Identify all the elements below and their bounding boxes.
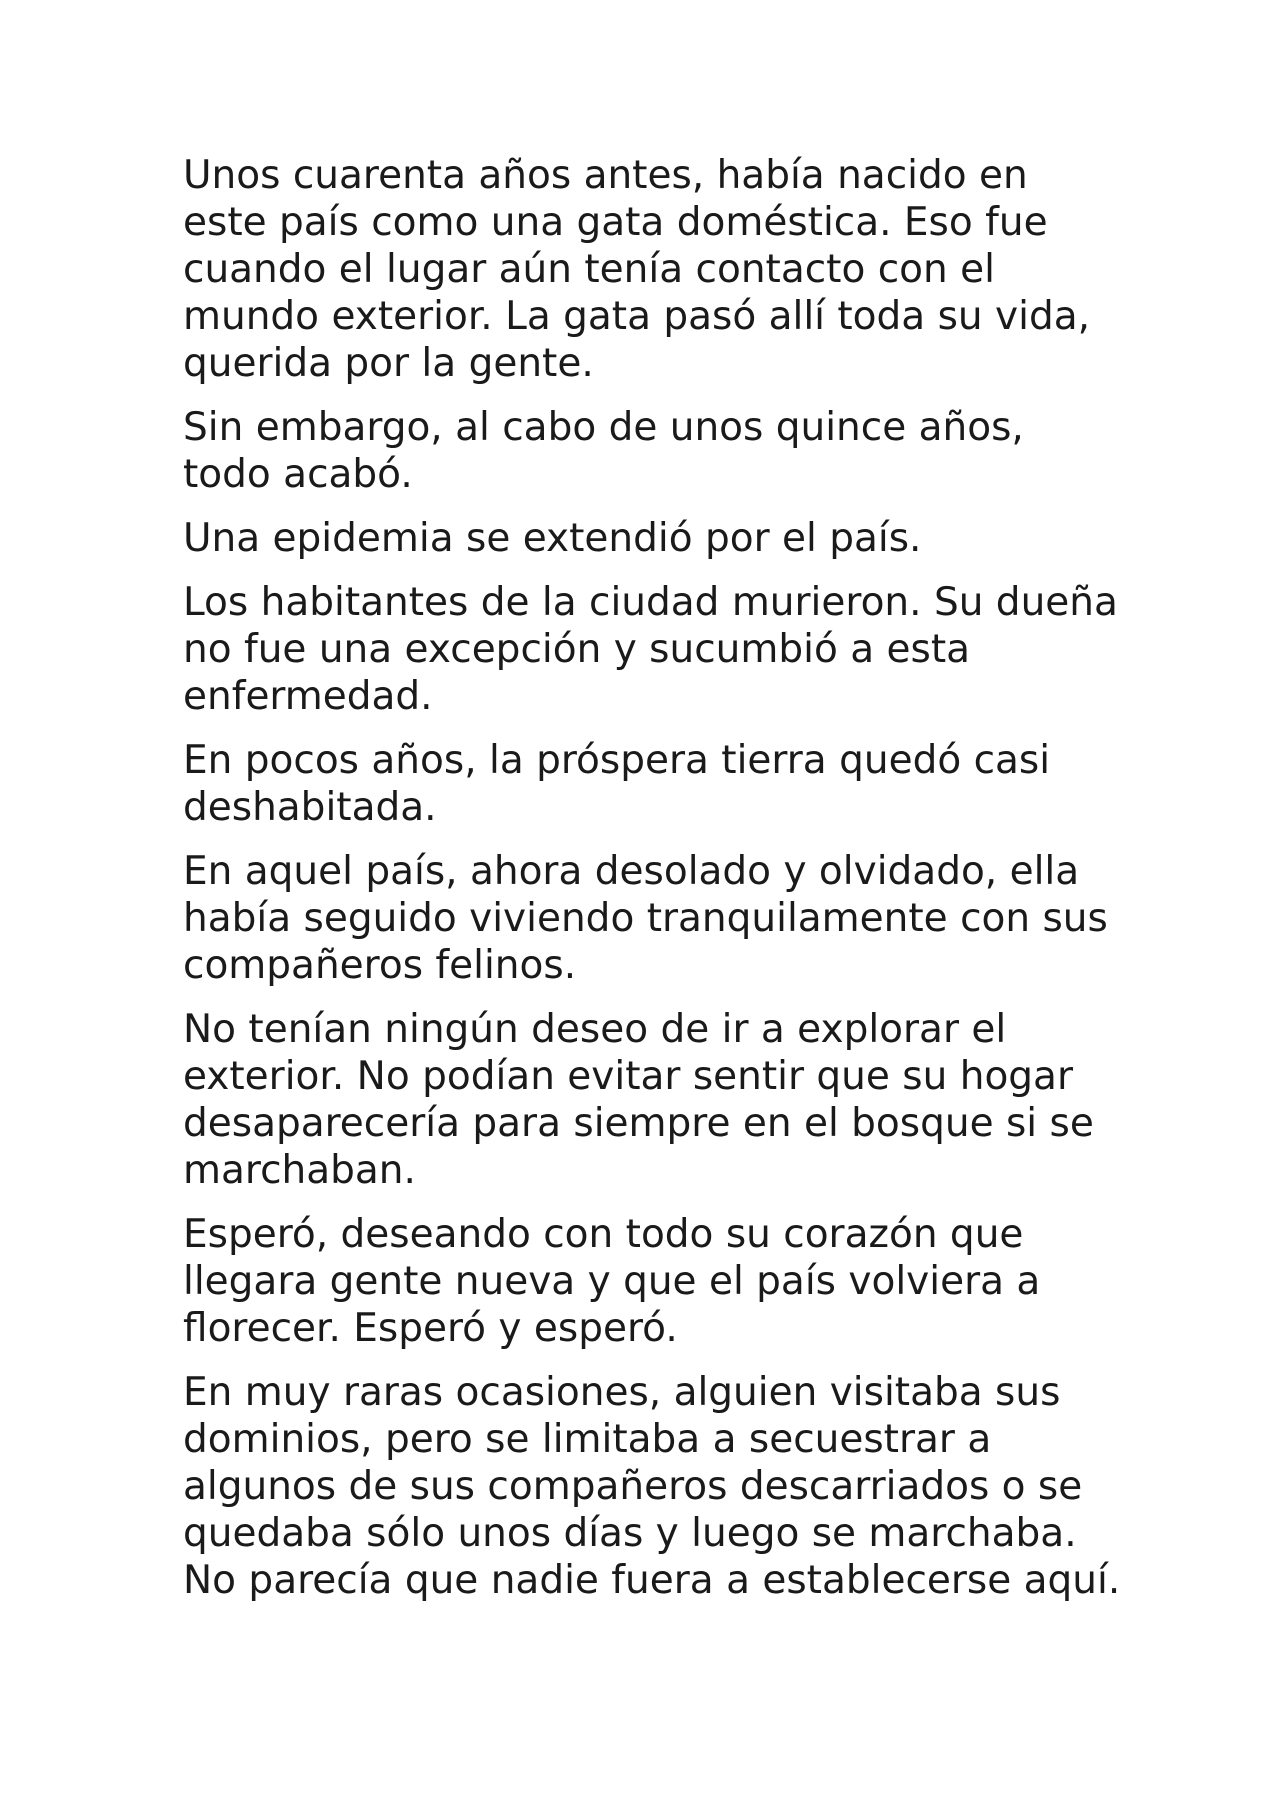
paragraph-5: En pocos años, la próspera tierra quedó casi deshabitada. xyxy=(183,738,1051,830)
paragraph-8: Esperó, deseando con todo su corazón que llegara gente nueva y que el país volviera a florecer. Esperó y esperó. xyxy=(183,1212,1041,1351)
paragraph-3: Una epidemia se extendió por el país. xyxy=(183,516,922,561)
paragraph-9: En muy raras ocasiones, alguien visitaba sus dominios, pero se limitaba a secuestrar a algunos de sus compañeros descarriados o se quedaba sólo unos días y luego se marchaba. No parecía que nadie fuera a establecerse aquí. xyxy=(183,1370,1121,1603)
text-body xyxy=(183,152,1123,1604)
paragraph-2: Sin embargo, al cabo de unos quince años, todo acabó. xyxy=(183,405,1024,497)
paragraph-6: En aquel país, ahora desolado y olvidado, ella había seguido viviendo tranquilamente con sus compañeros felinos. xyxy=(183,849,1108,988)
paragraph-7: No tenían ningún deseo de ir a explorar el exterior. No podían evitar sentir que su hogar desaparecería para siempre en el bosque si se marchaban. xyxy=(183,1007,1094,1193)
paragraph-4: Los habitantes de la ciudad murieron. Su dueña no fue una excepción y sucumbió a esta enfermedad. xyxy=(183,580,1118,719)
paragraph-1: Unos cuarenta años antes, había nacido en este país como una gata doméstica. Eso fue cuando el lugar aún tenía contacto con el mundo exterior. La gata pasó allí toda su vida, querida por la gente. xyxy=(183,153,1090,386)
